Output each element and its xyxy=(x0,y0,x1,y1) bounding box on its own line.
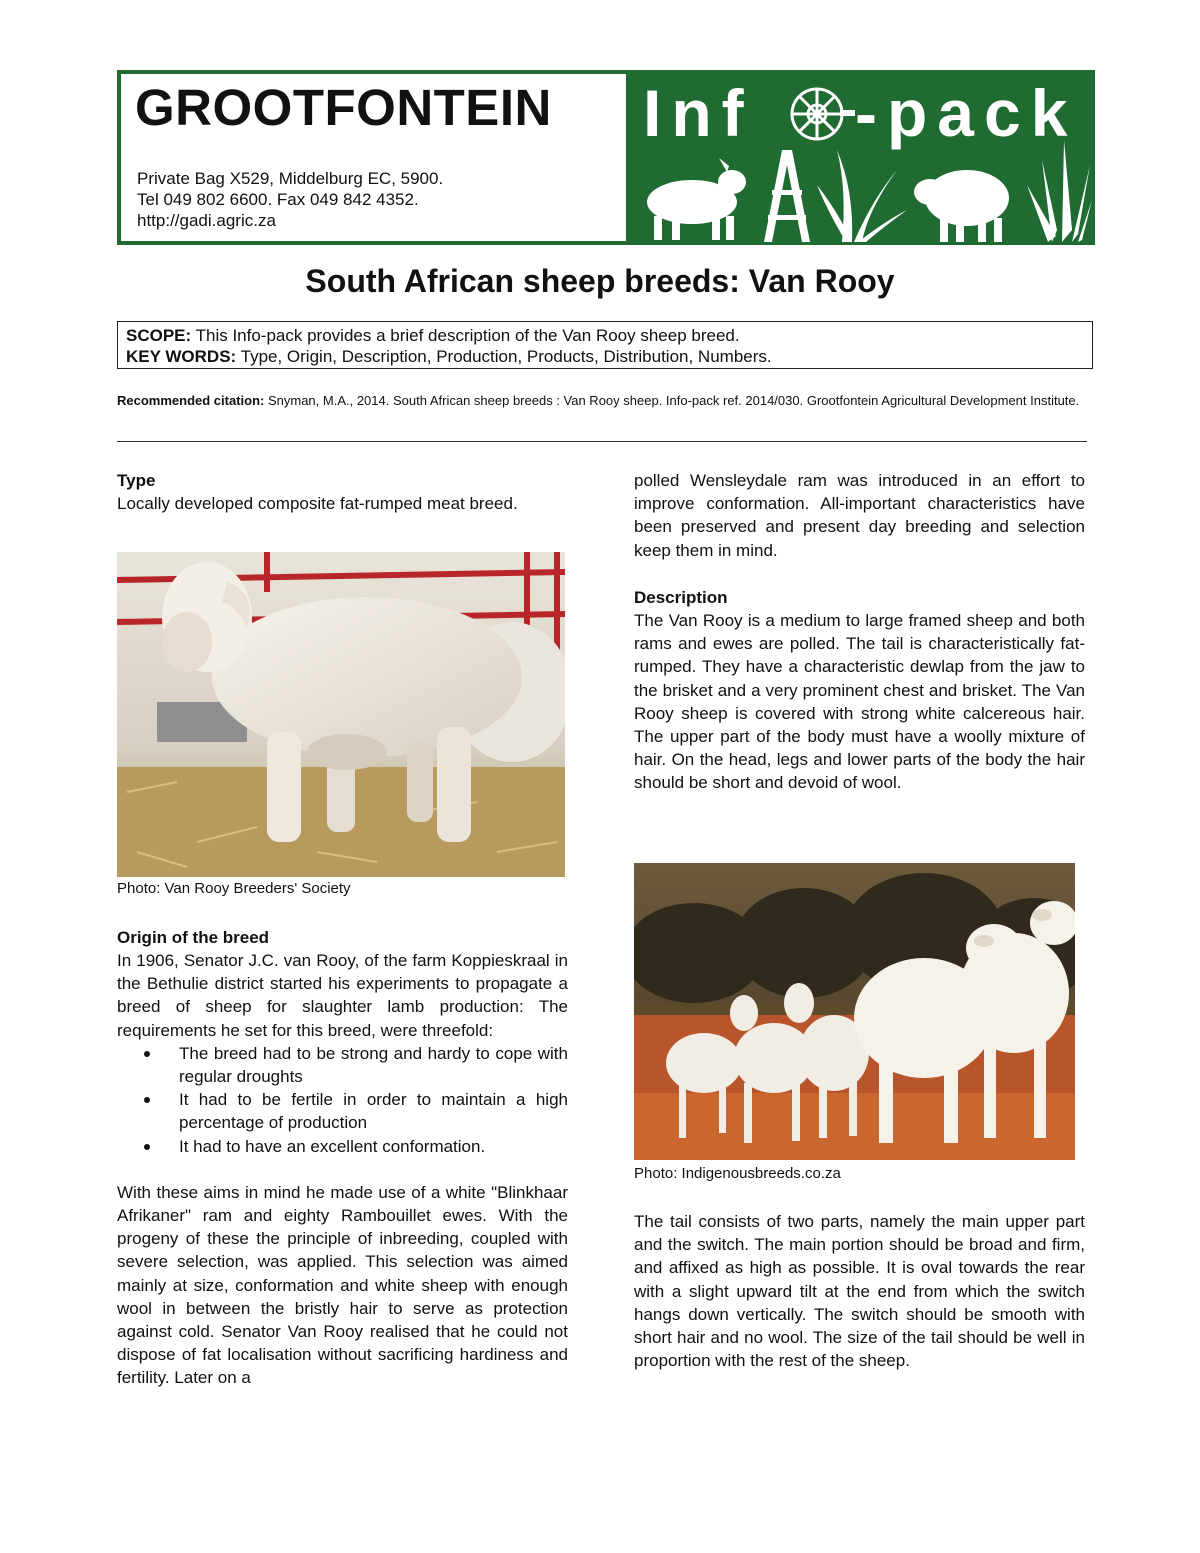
page-title: South African sheep breeds: Van Rooy xyxy=(305,263,895,299)
flock-photo-image xyxy=(634,863,1075,1160)
keywords-line xyxy=(126,346,1084,367)
org-name: GROOTFONTEIN xyxy=(135,79,552,136)
origin-text: In 1906, Senator J.C. van Rooy, of the farm Koppieskraal in the Bethulie district started his experiments to propagate a breed of sheep for slaughter lamb production: The requirements he set for this breed, were threefold: xyxy=(117,951,568,1040)
description-section xyxy=(634,586,1085,795)
citation-label: Recommended citation: xyxy=(117,393,265,408)
brand-text-right: -pack xyxy=(855,76,1078,150)
scope-box xyxy=(117,321,1093,369)
photo1-caption: Photo: Van Rooy Breeders' Society xyxy=(117,880,351,897)
type-text: Locally developed composite fat-rumped meat breed. xyxy=(117,494,518,513)
origin-section xyxy=(117,926,568,1390)
website-link[interactable]: http://gadi.agric.za xyxy=(137,211,276,230)
citation-text: Snyman, M.A., 2014. South African sheep breeds : Van Rooy sheep. Info-pack ref. 2014/030. Grootfontein Agricultural Development Institute. xyxy=(264,393,1080,408)
tail-text: The tail consists of two parts, namely the main upper part and the switch. The main portion should be broad and firm, and affixed as high as possible. It is oval towards the rear with a slight upward tilt at the end from which the switch hangs down vertically. The switch should be smooth with short hair and no wool. The size of the tail should be well in proportion with the rest of the sheep. xyxy=(634,1212,1085,1371)
citation xyxy=(117,391,1093,410)
brand-text-left: Inf xyxy=(643,76,754,150)
scope-text: This Info-pack provides a brief description of the Van Rooy sheep breed. xyxy=(191,326,740,345)
type-section xyxy=(117,469,568,515)
scope-label: SCOPE: xyxy=(126,326,192,345)
ram-photo-image xyxy=(117,552,565,877)
keywords-label: KEY WORDS: xyxy=(126,347,237,366)
description-text: The Van Rooy is a medium to large framed sheep and both rams and ewes are polled. The tail is characteristically fat-rumped. They have a characteristic dewlap from the jaw to the brisket and a very prominent chest and brisket. The Van Rooy sheep is covered with strong white calcereous hair. The upper part of the body must have a woolly mixture of hair. On the head, legs and lower parts of the body the hair should be short and devoid of wool. xyxy=(634,611,1085,793)
scope-line xyxy=(126,325,1084,346)
photo2-caption: Photo: Indigenousbreeds.co.za xyxy=(634,1165,841,1182)
type-heading: Type xyxy=(117,471,156,490)
divider xyxy=(117,441,1087,442)
continuation-section xyxy=(634,469,1085,562)
farm-silhouettes-icon xyxy=(632,130,1092,245)
photo-van-rooy-ram xyxy=(117,552,565,877)
description-heading: Description xyxy=(634,588,728,607)
header-banner xyxy=(117,70,1095,245)
aims-text: With these aims in mind he made use of a white "Blinkhaar Afrikaner" ram and eighty Rambouillet ewes. With the progeny of these the principle of inbreeding, coupled with severe selection, was applied. This selection was aimed mainly at size, conformation and white sheep with enough wool in between the bristly hair to serve as protection against cold. Senator Van Rooy realised that he could not dispose of fat localisation without sacrificing hardiness and fertility. Later on a xyxy=(117,1182,568,1388)
address-line-2: Tel 049 802 6600. Fax 049 842 4352. xyxy=(137,190,419,209)
list-item: The breed had to be strong and hardy to cope with regular droughts xyxy=(179,1042,568,1088)
photo-van-rooy-flock xyxy=(634,863,1075,1160)
keywords-text: Type, Origin, Description, Production, Products, Distribution, Numbers. xyxy=(236,347,772,366)
tail-section xyxy=(634,1210,1085,1372)
list-item: It had to have an excellent conformation. xyxy=(179,1135,568,1158)
list-item: It had to be fertile in order to maintain a high percentage of production xyxy=(179,1088,568,1134)
origin-heading: Origin of the breed xyxy=(117,928,270,947)
address-panel xyxy=(121,74,626,241)
address-line-1: Private Bag X529, Middelburg EC, 5900. xyxy=(137,169,444,188)
requirements-list xyxy=(117,1042,568,1158)
continuation-text: polled Wensleydale ram was introduced in an effort to improve conformation. All-important characteristics have been preserved and present day breeding and selection keep them in mind. xyxy=(634,471,1085,560)
